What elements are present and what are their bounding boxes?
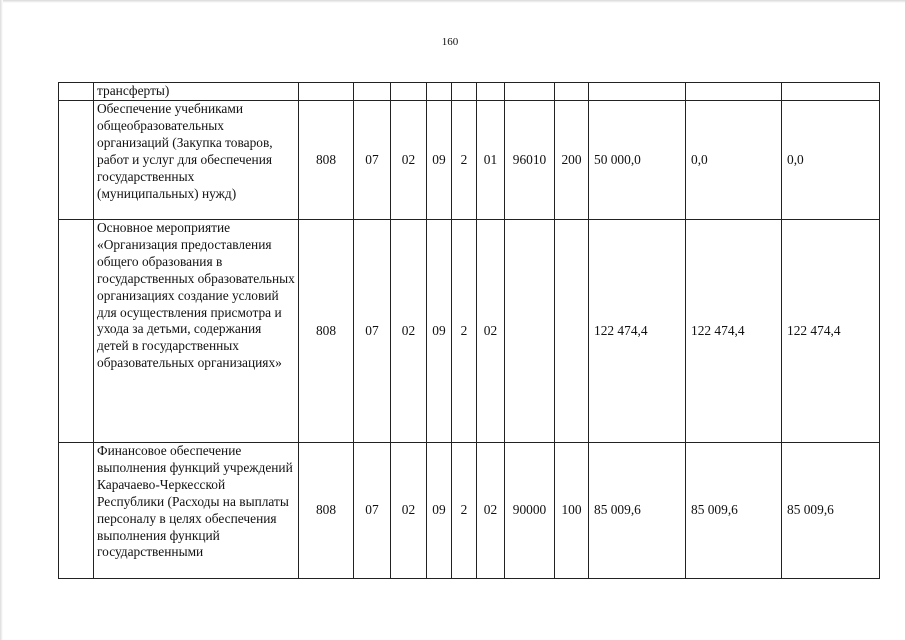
direction-code-cell: 90000 [505, 443, 555, 579]
ministry-code-cell: 808 [299, 220, 354, 443]
section-code-cell: 07 [354, 101, 391, 220]
blank-cell [59, 83, 94, 101]
direction-code-cell: 96010 [505, 101, 555, 220]
amount-year-1-cell: 122 474,4 [589, 220, 686, 443]
expense-type-code-cell [555, 83, 589, 101]
direction-code-cell [505, 83, 555, 101]
subprogram-code-cell [452, 83, 477, 101]
expense-name-cell: трансферты) [94, 83, 299, 101]
table-row [59, 220, 880, 443]
subprogram-code-cell: 2 [452, 443, 477, 579]
expense-name-cell: Обеспечение учебниками общеобразовательных организаций (Закупка товаров, работ и услуг для обеспечения государственных (муниципальных) нужд) [94, 101, 299, 220]
blank-cell [59, 220, 94, 443]
expense-name-cell: Основное мероприятие «Организация предоставления общего образования в государственных образовательных организациях создание условий для осуществления присмотра и ухода за детьми, содержания детей в государственных образовательных организациях» [94, 220, 299, 443]
scan-edge-left [0, 0, 3, 640]
expense-name-cell: Финансовое обеспечение выполнения функций учреждений Карачаево-Черкесской Республики (Расходы на выплаты персоналу в целях обеспечения выполнения функций государственными [94, 443, 299, 579]
page-number: 160 [441, 36, 459, 48]
amount-year-2-cell [686, 83, 782, 101]
activity-code-cell: 02 [477, 220, 505, 443]
subsection-code-cell: 02 [391, 443, 427, 579]
table-row [59, 101, 880, 220]
amount-year-3-cell: 85 009,6 [782, 443, 880, 579]
activity-code-cell: 02 [477, 443, 505, 579]
direction-code-cell [505, 220, 555, 443]
amount-year-1-cell: 85 009,6 [589, 443, 686, 579]
amount-year-2-cell: 0,0 [686, 101, 782, 220]
expense-type-code-cell [555, 220, 589, 443]
table-row [59, 443, 880, 579]
program-code-cell: 09 [427, 443, 452, 579]
activity-code-cell: 01 [477, 101, 505, 220]
expense-type-code-cell: 100 [555, 443, 589, 579]
subsection-code-cell [391, 83, 427, 101]
budget-table [58, 82, 880, 579]
section-code-cell [354, 83, 391, 101]
ministry-code-cell: 808 [299, 101, 354, 220]
amount-year-3-cell [782, 83, 880, 101]
expense-type-code-cell: 200 [555, 101, 589, 220]
amount-year-3-cell: 122 474,4 [782, 220, 880, 443]
activity-code-cell [477, 83, 505, 101]
blank-cell [59, 101, 94, 220]
amount-year-2-cell: 85 009,6 [686, 443, 782, 579]
subsection-code-cell: 02 [391, 101, 427, 220]
program-code-cell: 09 [427, 101, 452, 220]
subsection-code-cell: 02 [391, 220, 427, 443]
amount-year-1-cell [589, 83, 686, 101]
ministry-code-cell: 808 [299, 443, 354, 579]
program-code-cell [427, 83, 452, 101]
subprogram-code-cell: 2 [452, 220, 477, 443]
subprogram-code-cell: 2 [452, 101, 477, 220]
scan-edge-top [0, 0, 905, 3]
amount-year-1-cell: 50 000,0 [589, 101, 686, 220]
program-code-cell: 09 [427, 220, 452, 443]
section-code-cell: 07 [354, 220, 391, 443]
ministry-code-cell [299, 83, 354, 101]
blank-cell [59, 443, 94, 579]
amount-year-3-cell: 0,0 [782, 101, 880, 220]
amount-year-2-cell: 122 474,4 [686, 220, 782, 443]
table-row [59, 83, 880, 101]
section-code-cell: 07 [354, 443, 391, 579]
